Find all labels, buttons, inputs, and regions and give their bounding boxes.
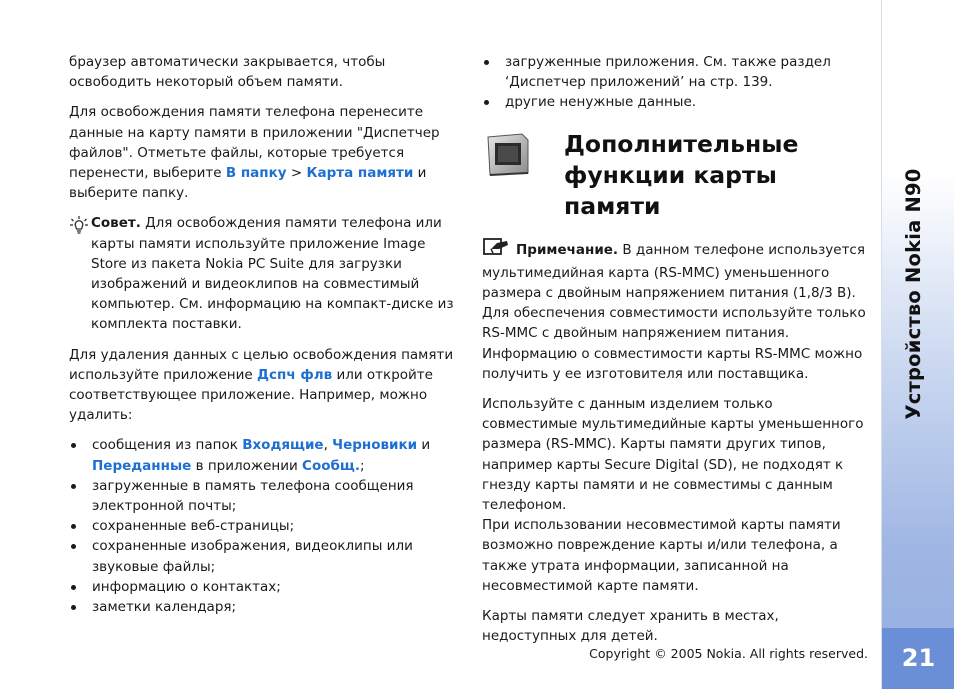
tip-text — [91, 213, 461, 334]
link-to-folder[interactable]: В папку — [225, 165, 287, 182]
text: в приложении — [191, 457, 303, 474]
note-label: Примечание. — [516, 241, 619, 258]
text: и выберите папку. — [69, 165, 427, 202]
page-number: 21 — [882, 628, 954, 689]
text: или откройте соответствующее приложение. Например, можно удалить: — [69, 366, 433, 424]
list-item: другие ненужные данные. — [482, 92, 872, 112]
section-title — [564, 129, 872, 222]
link-drafts[interactable]: Черновики — [332, 437, 418, 454]
list-item: сохраненные изображения, видеоклипы или звуковые файлы; — [69, 536, 461, 576]
link-file-manager[interactable]: Дспч флв — [257, 366, 333, 383]
memory-card-icon — [484, 131, 532, 177]
section-header — [482, 129, 872, 222]
text: Для освобождения памяти телефона перенесите данные на карту памяти в приложении "Диспетчер файлов". Отметьте файлы, которые требуется перенести, выберите — [69, 104, 440, 182]
paragraph-file-manager — [69, 102, 461, 203]
section-title-line: функции карты памяти — [564, 160, 777, 220]
link-inbox[interactable]: Входящие — [242, 437, 324, 454]
tip-block — [69, 213, 461, 334]
tip-body: Для освобождения памяти телефона или карты памяти используйте приложение Image Store из пакета Nokia PC Suite для загрузки изображений и видеоклипов на совместимый компьютер. См. информацию на компакт-диске из комплекта поставки. — [91, 215, 454, 333]
text: и — [417, 437, 431, 454]
section-title-line: Дополнительные — [564, 129, 799, 158]
right-column — [482, 52, 872, 656]
deletable-items-list — [69, 435, 461, 617]
link-sent[interactable]: Переданные — [92, 457, 192, 474]
separator: > — [286, 165, 307, 182]
note-block — [482, 236, 872, 384]
chapter-sidebar — [881, 0, 954, 689]
paragraph-delete-data — [69, 345, 461, 426]
left-column — [69, 52, 461, 617]
list-item: загруженные в память телефона сообщения электронной почты; — [69, 476, 461, 516]
more-items-list — [482, 52, 872, 113]
link-messaging[interactable]: Сообщ. — [302, 457, 360, 474]
paragraph-incompatible-warning: При использовании несовместимой карты памяти возможно повреждение карты и/или телефона, а также утрата информации, записанной на несовместимой карте памяти. — [482, 517, 841, 594]
note-icon — [482, 236, 516, 263]
tip-icon — [69, 213, 91, 334]
text: , — [323, 437, 333, 454]
list-item: сохраненные веб-страницы; — [69, 516, 461, 536]
tip-label: Совет. — [91, 215, 141, 232]
copyright-notice: Copyright © 2005 Nokia. All rights reserved. — [589, 646, 868, 661]
text: Для удаления данных с целью освобождения памяти используйте приложение — [69, 346, 454, 383]
chapter-title: Устройство Nokia N90 — [901, 168, 925, 420]
link-memory-card[interactable]: Карта памяти — [306, 165, 414, 182]
list-item — [69, 435, 461, 475]
paragraph-browser: браузер автоматически закрывается, чтобы освободить некоторый объем памяти. — [69, 54, 386, 91]
list-item: информацию о контактах; — [69, 577, 461, 597]
list-item: загруженные приложения. См. также раздел ‘Диспетчер приложений’ на стр. 139. — [482, 52, 872, 92]
note-body: В данном телефоне используется мультимедийная карта (RS-MMC) уменьшенного размера с двойным напряжением питания (1,8/3 В). Для обеспечения совместимости используйте только RS-MMC с двойным напряжением питания. Информацию о совместимости карты RS-MMC можно получить у ее изготовителя или поставщика. — [482, 241, 866, 382]
text: сообщения из папок — [92, 437, 243, 454]
paragraph-children-warning: Карты памяти следует хранить в местах, недоступных для детей. — [482, 608, 779, 645]
text: ; — [359, 457, 365, 474]
paragraph-compatible-cards: Используйте с данным изделием только совместимые мультимедийные карты уменьшенного размера (RS-MMC). Карты памяти других типов, например карты Secure Digital (SD), не подходят к гнезду карты памяти и не совместимы с данным телефоном. — [482, 396, 864, 514]
list-item: заметки календаря; — [69, 597, 461, 617]
